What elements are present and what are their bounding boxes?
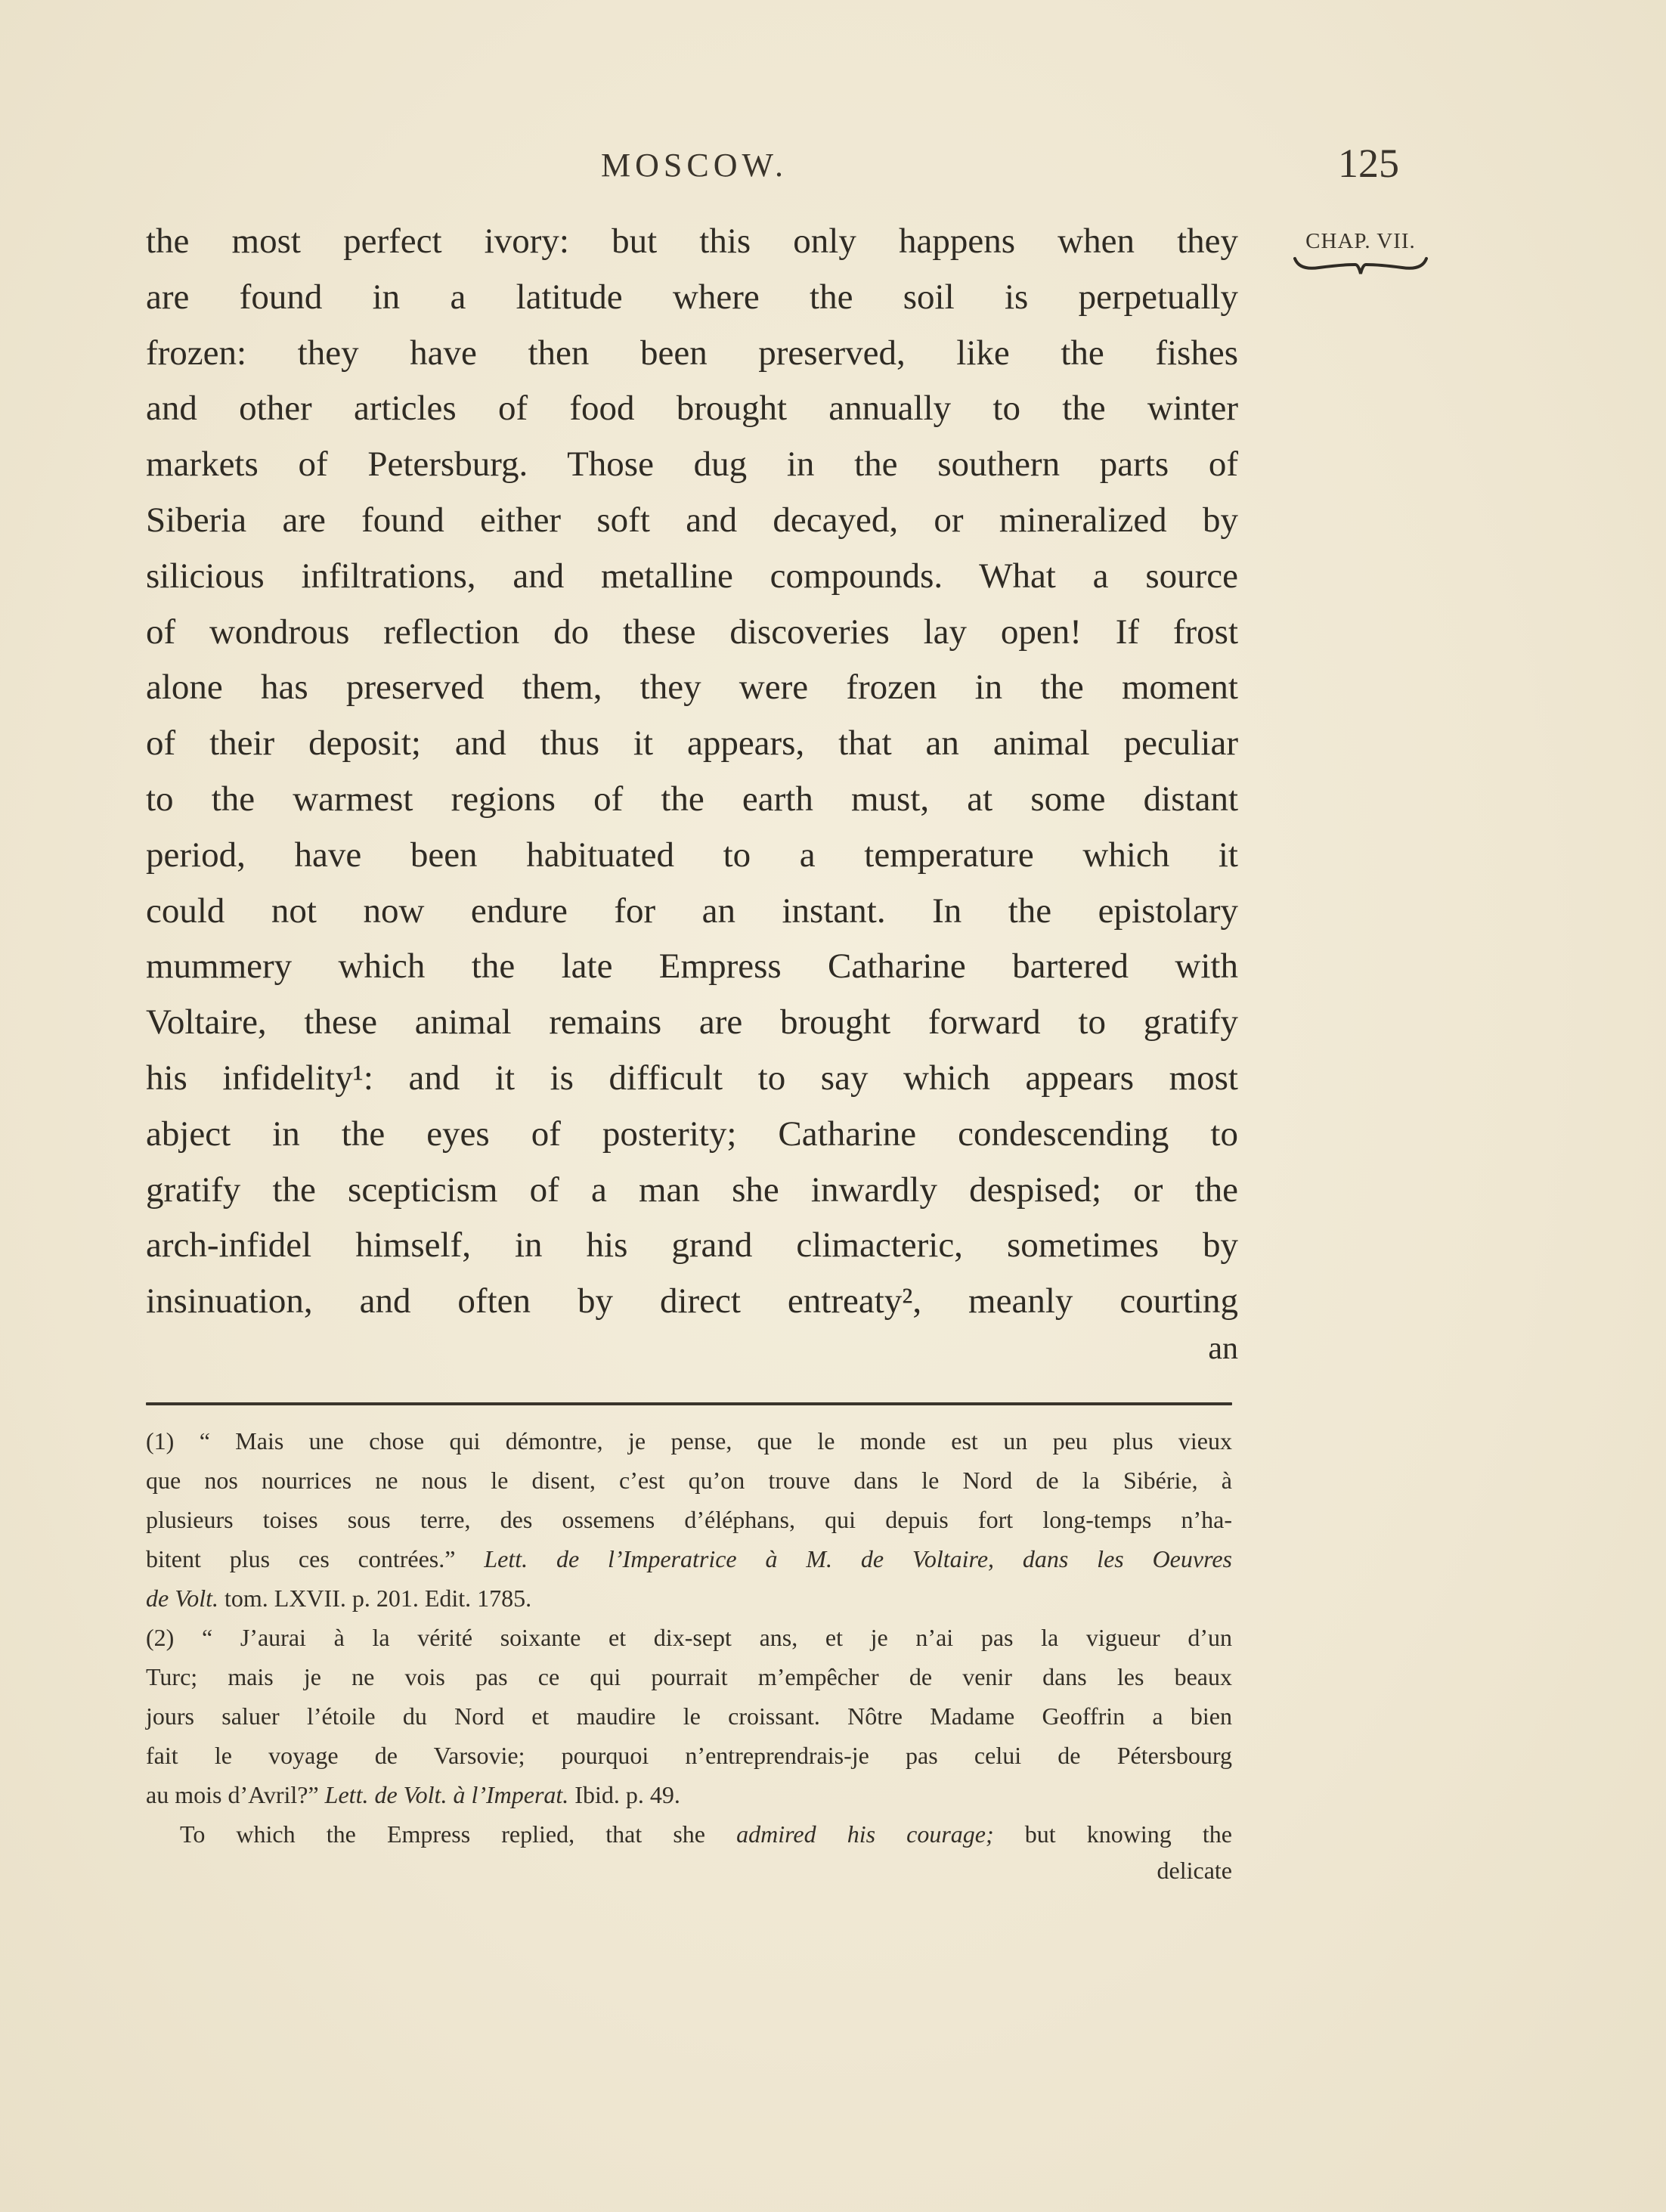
- footnote-text: tom. LXVII. p. 201. Edit. 1785.: [218, 1585, 532, 1612]
- footnote-citation: Lett. de l’Imperatrice à M. de Voltaire, dans les Oeuvres: [484, 1545, 1233, 1572]
- chapter-label: CHAP. VII.: [1305, 229, 1416, 253]
- footnote-line: plusieurs toises sous terre, des ossemens d’éléphans, qui depuis fort long-temps n’ha-: [146, 1506, 1232, 1533]
- page-number: 125: [1338, 141, 1399, 186]
- footnote-2: [146, 1618, 1232, 1814]
- text-line: of their deposit; and thus it appears, that an animal peculiar: [146, 723, 1238, 764]
- footnote-line: (1) “ Mais une chose qui démontre, je pense, que le monde est un peu plus vieux: [146, 1427, 1232, 1455]
- margin-note: [1289, 229, 1432, 278]
- footnote-line: Turc; mais je ne vois pas ce qui pourrait m’empêcher de venir dans les beaux: [146, 1663, 1232, 1690]
- text-line: could not now endure for an instant. In the epistolary: [146, 891, 1238, 931]
- text-line: mummery which the late Empress Catharine bartered with: [146, 946, 1238, 987]
- footnote-line: jours saluer l’étoile du Nord et maudire le croissant. Nôtre Madame Geoffrin a bien: [146, 1702, 1232, 1730]
- footnote-citation: de Volt.: [146, 1585, 218, 1612]
- footnote-catchword: delicate: [1157, 1857, 1232, 1884]
- text-line: arch-infidel himself, in his grand climacteric, sometimes by: [146, 1225, 1238, 1266]
- footnotes: [146, 1421, 1232, 1887]
- running-head: [0, 140, 1666, 193]
- body-text: [146, 214, 1238, 1330]
- footnote-text: To which the Empress replied, that she: [180, 1820, 737, 1848]
- footnote-text: bitent plus ces contrées.”: [146, 1545, 485, 1572]
- text-line: period, have been habituated to a temperature which it: [146, 835, 1238, 875]
- text-line: insinuation, and often by direct entreaty², meanly courting: [146, 1281, 1238, 1321]
- text-line: silicious infiltrations, and metalline compounds. What a source: [146, 556, 1238, 596]
- footnote-line: (2) “ J’aurai à la vérité soixante et dix-sept ans, et je n’ai pas la vigueur d’un: [146, 1624, 1232, 1651]
- text-line: Voltaire, these animal remains are brought forward to gratify: [146, 1002, 1238, 1042]
- footnote-line: fait le voyage de Varsovie; pourquoi n’entreprendrais-je pas celui de Pétersbourg: [146, 1742, 1232, 1769]
- running-title: MOSCOW.: [601, 147, 788, 184]
- footnote-1: [146, 1421, 1232, 1618]
- footnote-text: Ibid. p. 49.: [568, 1781, 680, 1808]
- text-line: are found in a latitude where the soil is perpetually: [146, 277, 1238, 317]
- text-line: alone has preserved them, they were frozen in the moment: [146, 668, 1238, 708]
- footnote-text: but knowing the: [993, 1820, 1233, 1848]
- footnote-text: au mois d’Avril?”: [146, 1781, 325, 1808]
- footnote-line: [146, 1814, 1232, 1854]
- footnote-line: [146, 1578, 1232, 1618]
- footnote-rule: [146, 1402, 1232, 1405]
- text-line: to the warmest regions of the earth must, at some distant: [146, 779, 1238, 819]
- text-line: of wondrous reflection do these discoveries lay open! If frost: [146, 612, 1238, 652]
- text-line: and other articles of food brought annually to the winter: [146, 389, 1238, 429]
- text-line: his infidelity¹: and it is difficult to say which appears most: [146, 1058, 1238, 1098]
- catchword: an: [1208, 1331, 1238, 1366]
- footnote-line: [146, 1539, 1232, 1578]
- footnote-3: [146, 1814, 1232, 1887]
- text-line: markets of Petersburg. Those dug in the southern parts of: [146, 445, 1238, 485]
- footnote-emphasis: admired his courage;: [736, 1820, 994, 1848]
- text-line: the most perfect ivory: but this only happens when they: [146, 222, 1238, 261]
- footnote-line: [146, 1775, 1232, 1814]
- brace-flourish-icon: [1289, 254, 1432, 278]
- text-line: Siberia are found either soft and decayed, or mineralized by: [146, 500, 1238, 540]
- text-line: abject in the eyes of posterity; Catharine condescending to: [146, 1114, 1238, 1154]
- footnote-line: que nos nourrices ne nous le disent, c’est qu’on trouve dans le Nord de la Sibérie, à: [146, 1467, 1232, 1494]
- text-line: gratify the scepticism of a man she inwardly despised; or the: [146, 1170, 1238, 1210]
- text-line: frozen: they have then been preserved, like the fishes: [146, 333, 1238, 373]
- footnote-citation: Lett. de Volt. à l’Imperat.: [324, 1781, 569, 1808]
